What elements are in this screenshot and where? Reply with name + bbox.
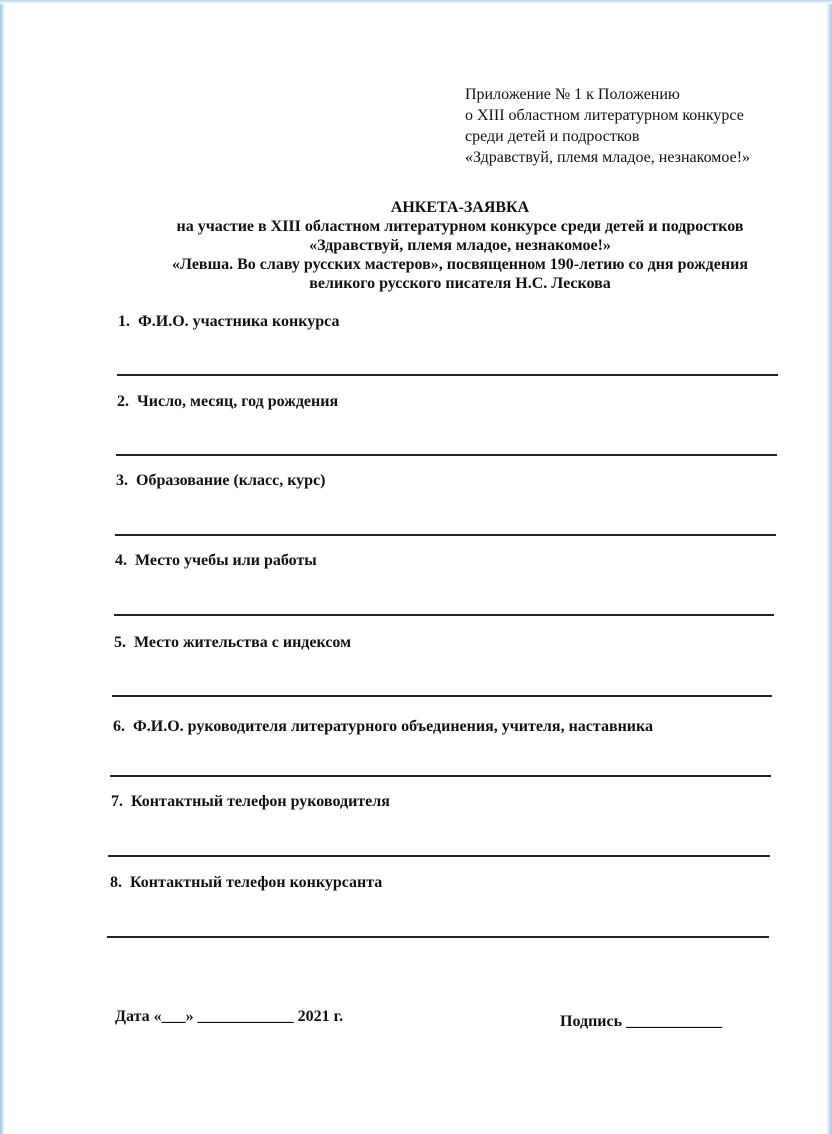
field-text: Контактный телефон конкурсанта — [130, 874, 383, 891]
field-number: 2. — [117, 393, 129, 410]
scan-edge-top — [0, 0, 832, 4]
field-text: Ф.И.О. руководителя литературного объединения, учителя, наставника — [133, 718, 653, 735]
field-6-input-line[interactable] — [110, 775, 771, 777]
field-number: 1. — [118, 313, 130, 330]
field-7-input-line[interactable] — [108, 855, 770, 857]
field-3-input-line[interactable] — [115, 534, 776, 536]
field-2-label — [117, 393, 338, 411]
field-3-label — [116, 472, 326, 490]
field-4-label — [115, 552, 317, 570]
title-line: «Здравствуй, племя младое, незнакомое!» — [309, 237, 611, 254]
title-line: «Левша. Во славу русских мастеров», посвященном 190-летию со дня рождения — [172, 256, 748, 273]
field-text: Число, месяц, год рождения — [137, 393, 339, 410]
appendix-line: Приложение № 1 к Положению — [465, 86, 680, 103]
field-text: Ф.И.О. участника конкурса — [138, 313, 340, 330]
appendix-line: среди детей и подростков — [465, 128, 640, 145]
appendix-line: «Здравствуй, племя младое, незнакомое!» — [465, 149, 751, 166]
scan-edge-left — [0, 0, 5, 1134]
scan-edge-right — [826, 0, 832, 1134]
field-number: 3. — [116, 472, 128, 489]
date-field[interactable]: Дата «___» ____________ 2021 г. — [115, 1008, 344, 1025]
field-text: Место учебы или работы — [135, 552, 317, 569]
field-6-label — [113, 718, 653, 736]
appendix-note — [465, 84, 750, 168]
title-line: на участие в XIII областном литературном конкурсе среди детей и подростков — [176, 218, 744, 235]
field-2-input-line[interactable] — [116, 454, 777, 456]
field-text: Образование (класс, курс) — [136, 472, 326, 489]
field-number: 8. — [110, 874, 122, 891]
field-5-label — [114, 634, 351, 652]
field-text: Место жительства с индексом — [134, 634, 352, 651]
form-heading: АНКЕТА-ЗАЯВКА — [390, 199, 530, 216]
field-4-input-line[interactable] — [114, 614, 774, 616]
field-8-input-line[interactable] — [107, 936, 769, 938]
field-number: 5. — [114, 634, 126, 651]
field-1-input-line[interactable] — [117, 374, 778, 376]
title-line: великого русского писателя Н.С. Лескова — [309, 275, 611, 292]
field-number: 6. — [113, 718, 125, 735]
form-title — [120, 198, 800, 293]
signature-field[interactable]: Подпись ____________ — [560, 1013, 723, 1030]
field-8-label — [110, 874, 382, 892]
field-number: 4. — [115, 552, 127, 569]
appendix-line: о XIII областном литературном конкурсе — [465, 107, 744, 124]
field-1-label — [118, 313, 339, 331]
field-7-label — [111, 793, 390, 811]
field-number: 7. — [111, 793, 123, 810]
field-5-input-line[interactable] — [112, 695, 772, 697]
field-text: Контактный телефон руководителя — [131, 793, 390, 810]
